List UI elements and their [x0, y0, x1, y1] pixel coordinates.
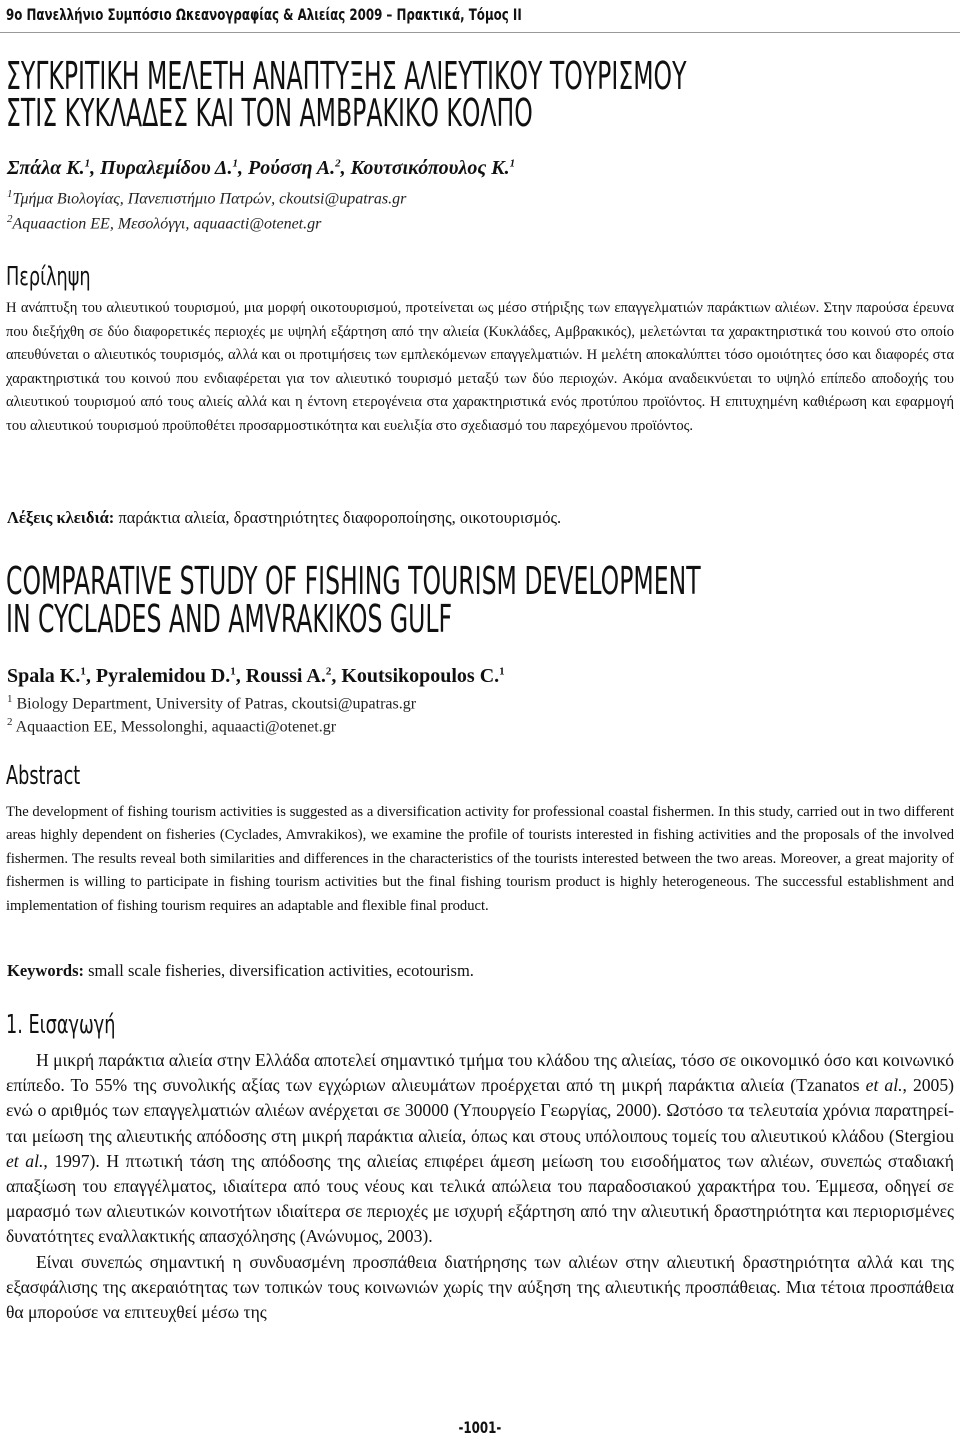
keywords-label: Keywords:: [7, 961, 84, 980]
greek-title-line1: ΣΥΓΚΡΙΤΙΚΗ ΜΕΛΕΤΗ ΑΝΑΠΤΥΞΗΣ ΑΛΙΕΥΤΙΚΟΥ ΤΟΥΡΙΣΜΟΥ: [6, 54, 687, 98]
author-affil-mark: 2: [335, 157, 341, 170]
author-affil-mark: 1: [80, 665, 86, 678]
greek-affiliation-1: [7, 188, 406, 208]
greek-authors: [7, 157, 515, 180]
page-number-text: -1001-: [458, 1418, 502, 1437]
author-name: Πυραλεμίδου Δ.: [100, 157, 233, 179]
affil-mark: 1: [7, 188, 13, 200]
author-name: Pyralemidou D.: [95, 665, 231, 687]
author-affil-mark: 1: [509, 157, 516, 170]
author-name: Spala K.: [7, 665, 81, 687]
greek-affiliation-2: [7, 213, 321, 233]
author-name: Koutsikopoulos C.: [341, 665, 500, 687]
english-affiliation-2: [7, 716, 336, 736]
author-separator: ,: [340, 157, 351, 179]
english-authors: [7, 665, 505, 688]
author-affil-mark: 1: [499, 665, 505, 678]
english-abstract-text: The development of fishing tourism activities is suggested as a diversification activity for professional coastal fishermen. In this study, carried out in two different areas highly dependent on fisheries (Cyclades, Amvrakikos), we examine the profile of tourists interested in fishing activities and the proposals of the involved fishermen. The results reveal both similarities and differences in the characteristics of the tourists interested between the two areas. Moreover, a great majority of fishermen is willing to participate in fishing tourism activities but the final fishing tourism product is highly heterogeneous. The successful establishment and implementation of fishing tourism requires an adaptable and flexible final product.: [6, 804, 954, 914]
greek-abstract-heading: Περίληψη: [6, 262, 91, 292]
author-name: Ρούσση Α.: [247, 157, 336, 179]
english-abstract-heading: Abstract: [6, 761, 81, 791]
intro-paragraph-2: Είναι συνεπώς σημαντική η συνδυασμένη προσπάθεια διατήρησης των αλιέων στην αλιευτική δραστηριότητα αλλά και της εξασφάλισης της ακεραιότητας των τοπικών τους κοινωνιών χωρίς την αύξηση της αλιευτικής προσπάθειας. Μια τέτοια προσπάθεια θα μπορούσε να επιτευχθεί μέσω της: [6, 1251, 954, 1323]
text-run-italic: et al.: [6, 1150, 44, 1171]
author-name: Κουτσικόπουλος Κ.: [350, 157, 510, 179]
header-divider: [0, 32, 960, 33]
intro-heading: 1. Εισαγωγή: [6, 1010, 116, 1040]
affil-mark: 1: [7, 693, 13, 705]
author-affil-mark: 2: [325, 665, 332, 678]
english-affiliation-1: [7, 693, 416, 713]
english-title-line1: COMPARATIVE STUDY OF FISHING TOURISM DEVELOPMENT: [6, 559, 701, 603]
text-run: , 2005) ενώ ο αριθμός των επαγγελματιών αλιέων ανέρχεται σε 30000 (Υπουργείο Γεωργίας, 2000). Ωστόσο τα τελευταία χρόνια παρατηρείται μείωση της αλιευτικής απόδοσης στη μικρή παράκτια αλιεία, όπως και στους υπόλοιπους τομείς του αλιευτικού κλάδου (Stergiou: [6, 1075, 954, 1146]
author-separator: ,: [85, 665, 96, 687]
english-title-line2: IN CYCLADES AND AMVRAKIKOS GULF: [6, 597, 453, 641]
author-affil-mark: 1: [230, 665, 236, 678]
page-number: [0, 1418, 960, 1437]
author-name: Roussi A.: [245, 665, 326, 687]
greek-title-line2: ΣΤΙΣ ΚΥΚΛΑΔΕΣ ΚΑΙ ΤΟΝ ΑΜΒΡΑΚΙΚΟ ΚΟΛΠΟ: [6, 91, 533, 135]
keywords-label: Λέξεις κλειδιά:: [7, 508, 115, 527]
greek-keywords: [7, 508, 561, 528]
author-separator: ,: [331, 665, 342, 687]
keywords-text: small scale fisheries, diversification activities, ecotourism.: [84, 961, 474, 980]
affil-text: Τμήμα Βιολογίας, Πανεπιστήμιο Πατρών, ckoutsi@upatras.gr: [12, 190, 407, 208]
keywords-text: παράκτια αλιεία, δραστηριότητες διαφοροποίησης, οικοτουρισμός.: [114, 508, 562, 527]
text-run-italic: et al.: [865, 1075, 903, 1096]
author-separator: ,: [90, 157, 101, 179]
affil-text: Biology Department, University of Patras, ckoutsi@upatras.gr: [12, 695, 417, 713]
intro-paragraph-1: [6, 1048, 954, 1250]
author-separator: ,: [235, 665, 246, 687]
intro-body: [6, 1048, 954, 1325]
author-affil-mark: 1: [232, 157, 238, 170]
author-name: Σπάλα Κ.: [7, 157, 85, 179]
affil-text: Aquaaction ΕΕ, Μεσολόγγι, aquaacti@otenet.gr: [12, 215, 322, 233]
english-title: [6, 559, 701, 641]
affil-mark: 2: [7, 716, 13, 728]
text-run: Η μικρή παράκτια αλιεία στην Ελλάδα αποτελεί σημαντικό τμήμα του κλάδου της αλιείας, τόσο σε οικονομικό όσο και κοινωνικό επίπεδο. Το 55% της συνολικής αξίας των εγχώριων αλιευμάτων προέρχεται από τη μικρή παράκτια αλιεία (Tzanatos: [6, 1050, 954, 1096]
affil-mark: 2: [7, 213, 13, 225]
greek-abstract-text: Η ανάπτυξη του αλιευτικού τουρισμού, μια μορφή οικοτουρισμού, προτείνεται ως μέσο στήριξης των επαγγελματιών παράκτιων αλιέων. Στην παρούσα έρευνα που διεξήχθη σε δύο διαφορετικές περιοχές με υψηλή εξάρτηση από την αλιεία (Κυκλάδες, Αμβρακικός), μελετώνται τα χαρακτηριστικά του κοινού στο οποίο απευθύνεται ο αλιευτικός τουρισμός, αλλά και οι προτιμήσεις των εμπλεκόμενων επαγγελματιών. Η μελέτη αποκαλύπτει τόσο ομοιότητες όσο και διαφορές στα χαρακτηριστικά του κοινού που ενδιαφέρεται για τον αλιευτικό τουρισμό μεταξύ των δύο περιοχών. Ακόμα αναδεικνύεται το υψηλό επίπεδο αποδοχής του αλιευτικού τουρισμού από τους αλιείς αλλά και η έντονη ετερογένεια στα χαρακτηριστικά ενός προτύπου προϊόντος. Η επιτυχημένη καθιέρωση και εφαρμογή του αλιευτικού τουρισμού προϋποθέτει προσαρμοστικότητα και ευελιξία στο σχεδιασμό του παρεχόμενου προϊόντος.: [6, 300, 954, 434]
running-header: 9ο Πανελλήνιο Συμπόσιο Ωκεανογραφίας & Αλιείας 2009 – Πρακτικά, Τόμος ΙΙ: [6, 5, 522, 24]
author-separator: ,: [237, 157, 248, 179]
english-keywords: [7, 961, 474, 981]
affil-text: Aquaaction EE, Messolonghi, aquaacti@otenet.gr: [12, 718, 337, 736]
text-run: , 1997). Η πτωτική τάση της απόδοσης της αλιείας επιφέρει άμεση μείωση του εισοδήματος των αλιέων, συνεπώς σταδιακή απαξίωση του επαγγέλματος, ιδιαίτερα από τους νέους και τελικά απώλεια του παραδοσιακού χαρακτήρα του. Έμμεσα, οδηγεί σε μαρασμό των αλιευτικών κοινοτήτων ιδιαίτερα σε περιοχές με ισχυρή εξάρτηση από την αλιευτική δραστηριότητα και περιορισμένες δυνατότητες εναλλακτικής απασχόλησης (Ανώνυμος, 2003).: [6, 1150, 954, 1247]
author-affil-mark: 1: [84, 157, 91, 170]
greek-title: [6, 54, 687, 135]
